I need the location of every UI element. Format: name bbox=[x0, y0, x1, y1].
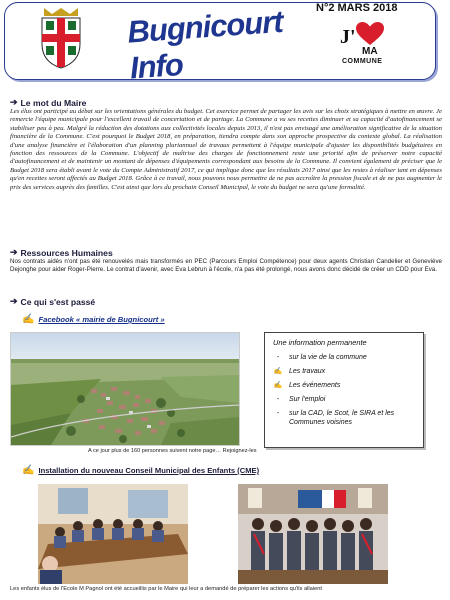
cme-group-photo bbox=[238, 484, 388, 584]
aerial-village-photo bbox=[10, 332, 240, 446]
cme-heading-label: Installation du nouveau Conseil Municipal des Enfants (CME) bbox=[38, 466, 260, 475]
arrow-right-icon: ➔ bbox=[10, 97, 18, 107]
list-item: - sur la CAD, le Scot, le SIRA et les Communes voisines bbox=[276, 410, 395, 426]
information-box bbox=[264, 332, 424, 448]
section-heading-mot-du-maire bbox=[10, 97, 86, 108]
photo-caption: A ce jour plus de 160 personnes suivent notre page… Rejoignez-les bbox=[88, 448, 257, 454]
heart-icon bbox=[356, 22, 384, 46]
info-list bbox=[273, 353, 421, 432]
arrow-right-icon: ➔ bbox=[10, 296, 18, 306]
writing-hand-icon: ✍ bbox=[273, 368, 283, 375]
writing-hand-icon: ✍ bbox=[273, 382, 283, 389]
list-item: - Sur l'emploi bbox=[276, 396, 326, 403]
info-box-title: Une information permanente bbox=[273, 338, 367, 347]
facebook-heading bbox=[22, 314, 165, 325]
issue-number: N°2 MARS 2018 bbox=[316, 2, 398, 14]
logo-j: J' bbox=[340, 26, 356, 48]
facebook-heading-label: Facebook « mairie de Bugnicourt » bbox=[38, 315, 165, 324]
mot-du-maire-text: Les élus ont participé au débat sur les orientations générales du budget. Cet exercice permet de partager les avis sur les choix stratégiques à mettre en œuvre. Je remercie l'équipe municipale pour l'excellent travail de concertation et de partage. La Commune a vu ses recettes diminuer et sa capacité d'autofinancement se stabiliser peu à peu. Malgré la réduction des dotations aux collectivités locales depuis 2013, il n'est pas envisagé une amélioration significative de la situation financière de la Commune. C'est pourquoi le Budget 2018, en préparation, tiendra compte dans son approche prospective du contexte global. La réalisation d'une analyse financière et l'élaboration d'un planning pluriannuel de travaux permettent à l'équipe municipale d'ajuster les disponibilités budgétaires en fonction des ressources de la Commune. L'objectif de maîtrise des charges de fonctionnement reste une priorité afin de préserver notre capacité d'autofinancement et de maintenir un montant de dépenses d'équipements correspondant aux besoins de la Commune. Il convient également de préciser que le Budget 2018 sera établi avant le vote du Compte Administratif 2017, ce qui implique donc que les résultats 2017 ainsi que les restes à réaliser tant en dépenses qu'en recettes seront affectés au Budget 2018. Grâce à ce travail, nous pouvons nous permettre de ne pas accroître la pression fiscale et de ne pas augmenter le prix des services auprès des familles. C'est ainsi que lors du prochain Conseil Municipal, le vote du budget ne sera qu'une formalité. bbox=[10, 108, 442, 191]
section-heading-label: Le mot du Maire bbox=[20, 97, 87, 108]
logo-ma: MA bbox=[362, 46, 378, 57]
section-heading-ressources-humaines bbox=[10, 247, 113, 258]
cme-meeting-photo bbox=[38, 484, 188, 584]
coat-of-arms-icon bbox=[38, 6, 84, 70]
list-item: ✍ Les événements bbox=[273, 382, 341, 389]
writing-hand-icon: ✍ bbox=[22, 314, 35, 325]
jaime-ma-commune-logo bbox=[340, 20, 400, 64]
ressources-humaines-text: Nos contrats aidés n'ont pas été renouvelés mais transformés en PEC (Parcours Emploi Compétence) pour deux agents Christian Candelier et Geneviève Dejonghe pour aider Roger-Pierre. Le contrat d'avenir, avec Eva Lebrun à l'école, n'a pas été prolongé, nous avons donc décidé de créer un CDD pour Eva. bbox=[10, 258, 442, 274]
writing-hand-icon: ✍ bbox=[22, 465, 35, 476]
cme-heading bbox=[22, 465, 259, 476]
section-heading-label: Ce qui s'est passé bbox=[20, 296, 96, 307]
logo-commune: COMMUNE bbox=[342, 58, 383, 65]
list-item: ✍ Les travaux bbox=[273, 368, 326, 375]
newsletter-title: Bugnicourt Info bbox=[126, 3, 284, 86]
arrow-right-icon: ➔ bbox=[10, 247, 18, 257]
section-heading-ce-qui-s-est-passe bbox=[10, 296, 95, 307]
section-heading-label: Ressources Humaines bbox=[20, 247, 113, 258]
cme-description: Les enfants élus de l'Ecole M Pagnol ont été accueillis par le Maire qui leur a demandé de préparer les actions qu'ils allaient bbox=[10, 586, 323, 592]
list-item: - sur la vie de la commune bbox=[276, 354, 367, 361]
